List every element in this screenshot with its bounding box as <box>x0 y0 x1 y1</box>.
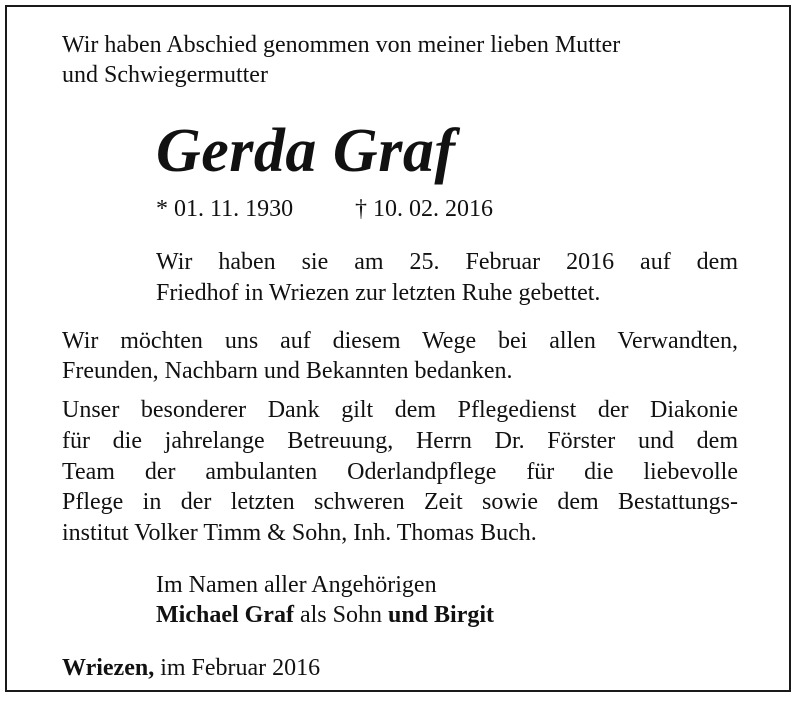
burial-line-1: Wir haben sie am 25. Februar 2016 auf dem <box>156 249 738 275</box>
thanks-line-2: Freunden, Nachbarn und Bekannten bedanken. <box>62 358 513 384</box>
footer-date: im Februar 2016 <box>154 655 321 681</box>
deceased-name: Gerda Graf <box>156 117 456 185</box>
thanks-line-4: für die jahrelange Betreuung, Herrn Dr. Förster und dem <box>62 428 738 454</box>
intro-line-1: Wir haben Abschied genommen von meiner lieben Mutter <box>62 32 621 58</box>
signature-line-1: Im Namen aller Angehörigen <box>156 572 437 598</box>
death-date: † 10. 02. 2016 <box>355 196 493 222</box>
thanks-line-1: Wir möchten uns auf diesem Wege bei allen Verwandten, <box>62 328 738 354</box>
footer-place: Wriezen, <box>62 655 155 681</box>
signature-name-2: und Birgit <box>387 602 494 628</box>
signature-relation: als Sohn <box>293 602 388 628</box>
thanks-line-7: institut Volker Timm & Sohn, Inh. Thomas Buch. <box>62 520 537 546</box>
signature-line-2 <box>156 599 494 632</box>
birth-date: * 01. 11. 1930 <box>156 196 294 222</box>
thanks-line-6: Pflege in der letzten schweren Zeit sowie dem Bestattungs- <box>62 489 738 515</box>
signature-name-1: Michael Graf <box>156 602 294 628</box>
burial-line-2: Friedhof in Wriezen zur letzten Ruhe gebettet. <box>156 280 601 306</box>
thanks-line-5: Team der ambulanten Oderlandpflege für die liebevolle <box>62 459 738 485</box>
footer-line <box>62 652 320 685</box>
thanks-line-3: Unser besonderer Dank gilt dem Pflegedienst der Diakonie <box>62 397 738 423</box>
intro-line-2: und Schwiegermutter <box>62 62 268 88</box>
